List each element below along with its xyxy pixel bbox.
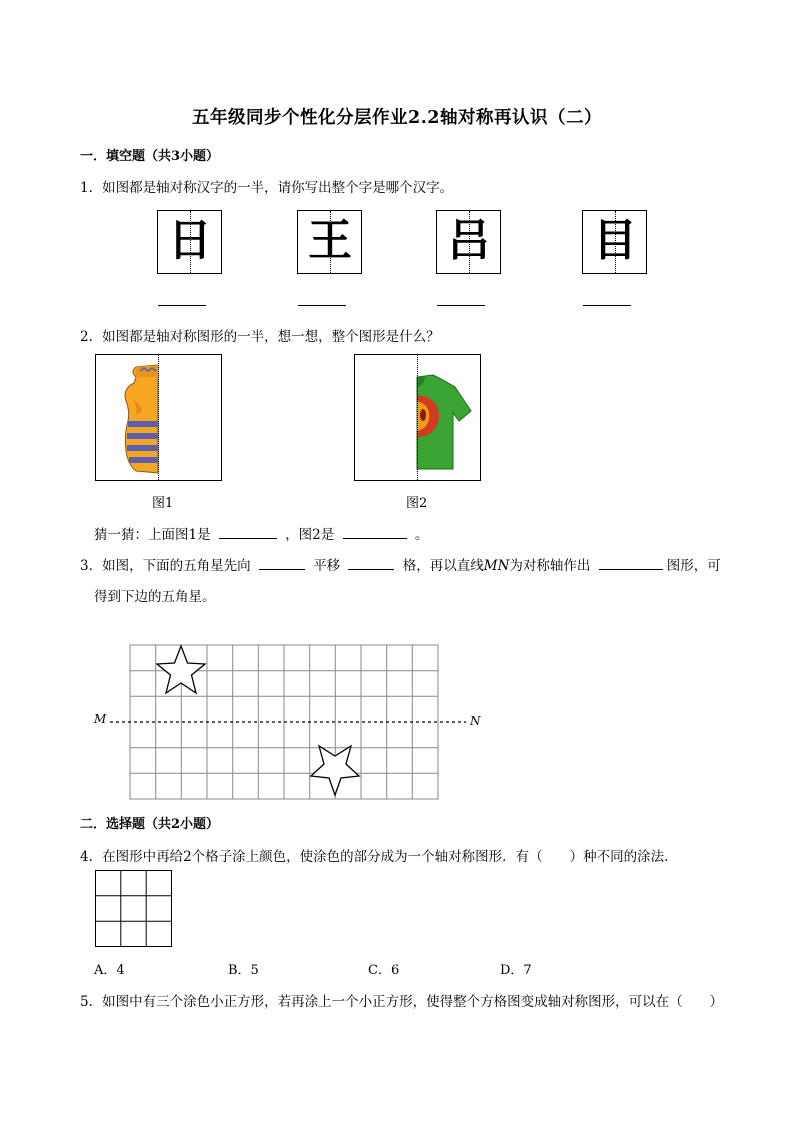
question-4: 4．在图形中再给2个格子涂上颜色，使涂色的部分成为一个轴对称图形．有（ ）种不同的涂法． xyxy=(80,849,678,865)
section-choice: 二．选择题（共2小题） xyxy=(80,817,220,832)
symmetry-axis xyxy=(158,355,159,480)
guess-text-3: 。 xyxy=(414,527,429,543)
q3-line-mn: MN xyxy=(483,558,510,574)
symmetry-axis xyxy=(330,211,331,273)
q3-text-b: 平移 xyxy=(313,558,341,574)
question-5: 5．如图中有三个涂色小正方形，若再涂上一个小正方形，使得整个方格图变成轴对称图形，可以在（ ） xyxy=(80,994,724,1010)
answer-blank-cells[interactable] xyxy=(348,555,394,570)
half-char-1: 日 xyxy=(168,215,212,266)
question-3-line-1 xyxy=(80,554,721,574)
symmetry-axis xyxy=(615,211,616,273)
half-char-box-4 xyxy=(582,210,647,274)
symmetry-axis xyxy=(417,355,418,480)
figure-1-box xyxy=(95,354,222,481)
question-2: 2．如图都是轴对称图形的一半，想一想，整个图形是什么？ xyxy=(80,329,440,345)
q3-text-e: 图形，可 xyxy=(666,558,721,574)
question-2-guess xyxy=(94,523,428,543)
half-char-box-1 xyxy=(157,210,222,274)
answer-blank-fig2[interactable] xyxy=(343,524,407,539)
figure-2-caption: 图2 xyxy=(406,496,428,511)
option-b[interactable]: B．5 xyxy=(228,963,259,978)
label-n: N xyxy=(470,714,481,728)
q3-text-c: 格，再以直线 xyxy=(402,558,484,574)
answer-blank-1[interactable] xyxy=(158,305,206,306)
half-char-4: 目 xyxy=(593,215,637,266)
option-d[interactable]: D．7 xyxy=(500,963,532,978)
q3-text-d: 为对称轴作出 xyxy=(509,558,591,574)
answer-blank-fig1[interactable] xyxy=(219,524,277,539)
guess-text-1: 猜一猜：上面图1是 xyxy=(94,527,211,543)
label-m: M xyxy=(94,712,107,726)
answer-blank-figure[interactable] xyxy=(599,555,663,570)
option-c[interactable]: C．6 xyxy=(368,963,400,978)
question-1: 1．如图都是轴对称汉字的一半，请你写出整个字是哪个汉字。 xyxy=(80,180,454,196)
answer-blank-3[interactable] xyxy=(437,305,485,306)
symmetry-axis xyxy=(469,211,470,273)
option-a[interactable]: A．4 xyxy=(94,963,125,978)
half-char-3: 吕 xyxy=(447,215,491,266)
section-fill-in: 一．填空题（共3小题） xyxy=(80,149,220,164)
symmetry-axis xyxy=(190,211,191,273)
three-by-three-grid xyxy=(95,870,173,948)
question-3-line-2: 得到下边的五角星。 xyxy=(94,589,216,605)
answer-blank-direction[interactable] xyxy=(259,555,305,570)
star-grid-figure xyxy=(88,640,488,802)
half-char-box-3 xyxy=(436,210,501,274)
figure-1-caption: 图1 xyxy=(152,496,174,511)
guess-text-2: ，图2是 xyxy=(285,527,335,543)
half-char-2: 王 xyxy=(308,215,352,266)
figure-2-box xyxy=(354,354,481,481)
q3-text-a: 3．如图，下面的五角星先向 xyxy=(80,558,251,574)
answer-blank-2[interactable] xyxy=(298,305,346,306)
page-title: 五年级同步个性化分层作业2.2轴对称再认识（二） xyxy=(192,108,602,128)
half-char-box-2 xyxy=(297,210,362,274)
answer-blank-4[interactable] xyxy=(583,305,631,306)
